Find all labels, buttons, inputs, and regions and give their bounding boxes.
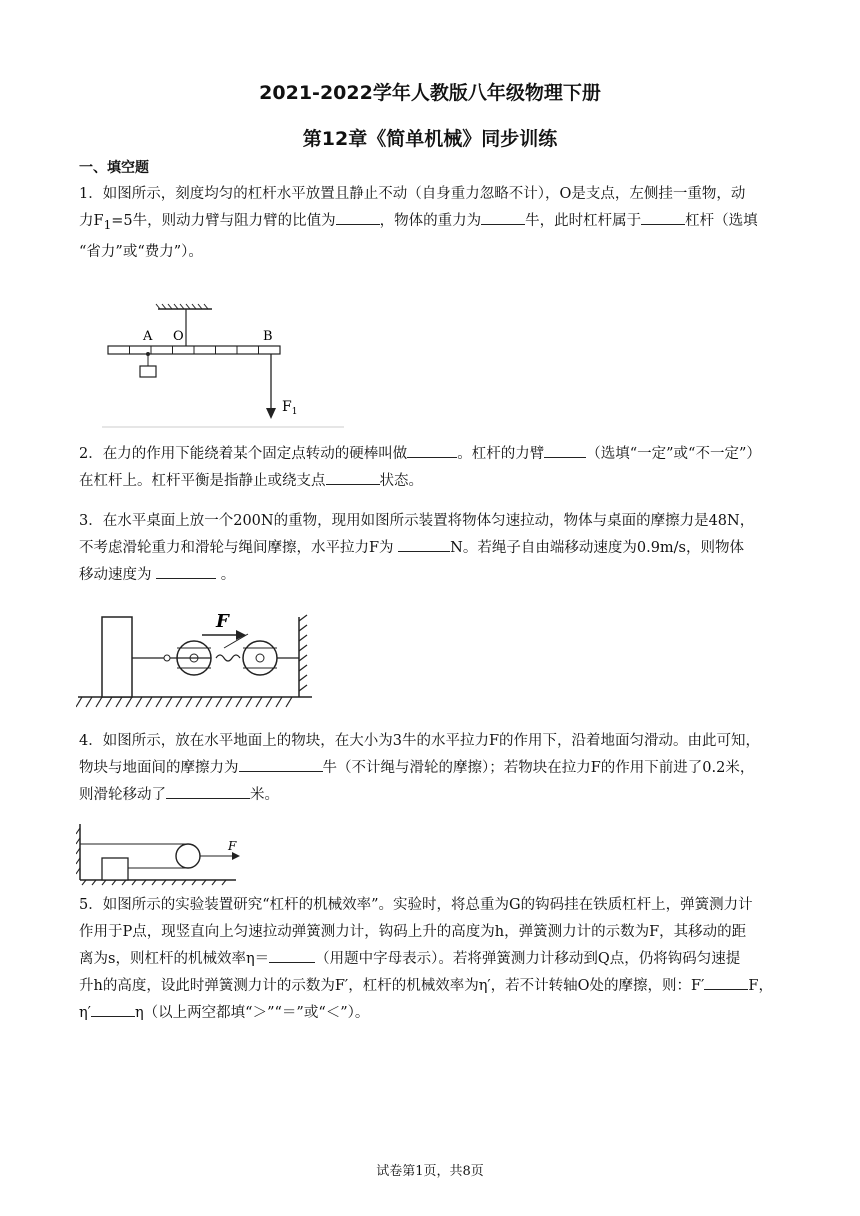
question-1 [79, 181, 785, 266]
answer-blank[interactable] [166, 782, 250, 799]
q2-line1: 2．在力的作用下能绕着某个固定点转动的硬棒叫做 。杠杆的力臂 （选填“一定”或“不一定”） [79, 441, 785, 468]
answer-blank[interactable] [91, 1000, 135, 1017]
page-title: 2021-2022学年人教版八年级物理下册 [259, 82, 601, 104]
q1-line2: 力$F_1=5$牛，则动力臂与阻力臂的比值为 ，物体的重力为 牛，此时杠杆属于 杠杆（选填 [79, 208, 785, 239]
answer-blank[interactable] [407, 441, 457, 458]
q5-line2: 作用于P点，现竖直向上匀速拉动弹簧测力计，钩码上升的高度为h，弹簧测力计的示数为F，其移动的距 [79, 924, 747, 940]
answer-blank[interactable] [269, 946, 315, 963]
answer-blank[interactable] [326, 468, 380, 485]
answer-blank[interactable] [336, 208, 380, 225]
pulley-figure-1 [76, 607, 316, 719]
label-o: O [173, 329, 184, 344]
label-a: A [143, 329, 153, 344]
label-f: F [216, 611, 229, 632]
q5-line5: η′ η（以上两空都填“＞”“＝”或“＜”）。 [79, 1000, 785, 1027]
q4-line2: 物块与地面间的摩擦力为 牛（不计绳与滑轮的摩擦）；若物块在拉力F的作用下前进了0.2米， [79, 755, 785, 782]
q3-line2: 不考虑滑轮重力和滑轮与绳间摩擦，水平拉力F为 N。若绳子自由端移动速度为0.9m/s，则物体 [79, 535, 785, 562]
chapter-title: 第12章《简单机械》同步训练 [302, 128, 558, 150]
answer-blank[interactable] [544, 441, 586, 458]
answer-blank[interactable] [156, 562, 216, 579]
q5-line1: 5．如图所示的实验装置研究“杠杆的机械效率”。实验时，将总重为G的钩码挂在铁质杠杆上，弹簧测力计 [79, 897, 753, 913]
q4-line1: 4．如图所示，放在水平地面上的物块，在大小为3牛的水平拉力F的作用下，沿着地面匀滑动。由此可知， [79, 733, 761, 749]
q1-line3: “省力”或“费力”）。 [79, 243, 203, 260]
question-5 [79, 892, 785, 1027]
answer-blank[interactable] [398, 535, 450, 552]
page-footer: 试卷第1页，共8页 [376, 1164, 484, 1179]
q5-line3: 离为s，则杠杆的机械效率η＝ （用题中字母表示）。若将弹簧测力计移动到Q点，仍将钩码匀速提 [79, 946, 785, 973]
q3-line1: 3．在水平桌面上放一个200N的重物，现用如图所示装置将物体匀速拉动，物体与桌面的摩擦力是48N， [79, 513, 755, 529]
q3-line3: 移动速度为 。 [79, 562, 785, 589]
q1-line1: 1．如图所示，刻度均匀的杠杆水平放置且静止不动（自身重力忽略不计），O是支点，左侧挂一重物，动 [79, 186, 746, 202]
lever-figure [100, 298, 350, 430]
answer-blank[interactable] [704, 973, 748, 990]
answer-blank[interactable] [641, 208, 685, 225]
label-f1: $F_1$ [282, 399, 298, 417]
q2-line2: 在杠杆上。杠杆平衡是指静止或绕支点 状态。 [79, 468, 785, 495]
q5-line4: 升h的高度，设此时弹簧测力计的示数为F′，杠杆的机械效率为η′，若不计转轴O处的摩擦，则：F′ F， [79, 973, 785, 1000]
question-3 [79, 508, 785, 589]
label-f: F [228, 839, 237, 853]
question-2 [79, 441, 785, 495]
section-heading: 一、填空题 [79, 160, 149, 176]
answer-blank[interactable] [481, 208, 525, 225]
question-4 [79, 728, 785, 809]
label-b: B [263, 329, 273, 344]
q4-line3: 则滑轮移动了 米。 [79, 782, 785, 809]
answer-blank[interactable] [239, 755, 323, 772]
pulley-figure-2 [76, 820, 246, 886]
